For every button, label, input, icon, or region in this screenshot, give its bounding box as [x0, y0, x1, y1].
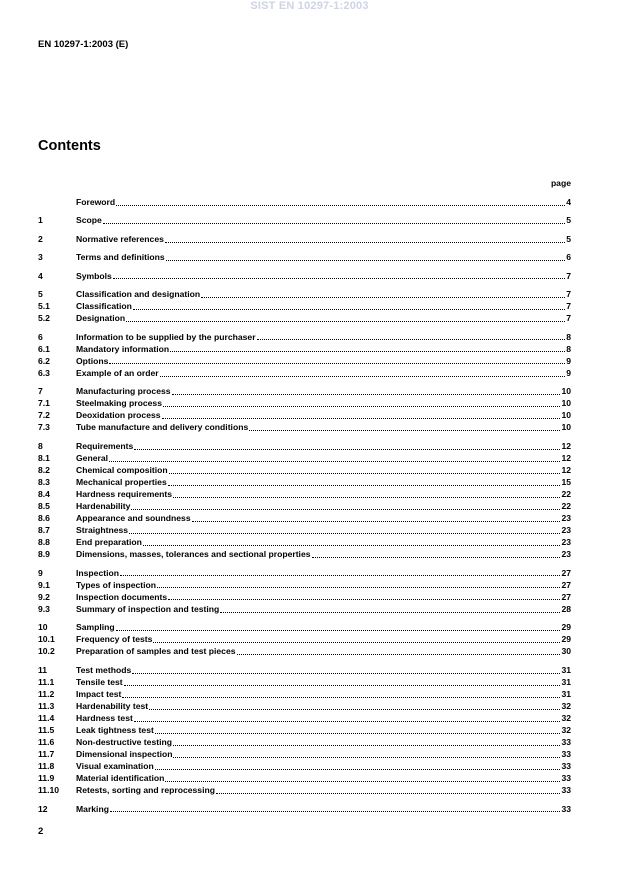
toc-entry-title: Designation — [76, 313, 126, 324]
toc-entry-page: 33 — [561, 803, 571, 814]
toc-entry-page: 28 — [561, 603, 571, 614]
toc-group — [38, 567, 571, 615]
dot-leader — [120, 567, 560, 576]
toc-entry-number: 9.3 — [38, 603, 50, 614]
page-title: Contents — [38, 138, 101, 154]
toc-entry[interactable] — [38, 343, 571, 355]
toc-entry-page: 32 — [561, 700, 571, 711]
toc-entry-page: 9 — [566, 367, 571, 378]
toc-entry-title: Terms and definitions — [76, 252, 165, 263]
toc-entry[interactable] — [38, 452, 571, 464]
toc-entry-number: 11.3 — [38, 700, 55, 711]
toc-entry-number: 11.8 — [38, 761, 55, 772]
toc-entry[interactable] — [38, 409, 571, 421]
toc-entry-title: Appearance and soundness — [76, 513, 191, 524]
toc-group — [38, 385, 571, 433]
toc-entry-page: 7 — [566, 270, 571, 281]
dot-leader — [165, 234, 565, 243]
toc-entry-title: Classification and designation — [76, 289, 201, 300]
toc-entry-title: Types of inspection — [76, 579, 157, 590]
toc-entry[interactable] — [38, 760, 571, 772]
toc-group — [38, 331, 571, 379]
dot-leader — [149, 701, 560, 710]
toc-entry-title: Inspection documents — [76, 591, 168, 602]
toc-entry-page: 29 — [561, 622, 571, 633]
toc-entry[interactable] — [38, 748, 571, 760]
toc-entry-page: 27 — [561, 579, 571, 590]
dot-leader — [160, 368, 566, 377]
toc-entry-page: 5 — [566, 233, 571, 244]
dot-leader — [173, 749, 560, 758]
toc-entry-page: 33 — [561, 737, 571, 748]
toc-entry-number: 8.7 — [38, 525, 50, 536]
toc-entry[interactable] — [38, 512, 571, 524]
toc-entry-title: Preparation of samples and test pieces — [76, 646, 236, 657]
toc-entry[interactable] — [38, 567, 571, 579]
toc-entry-page: 9 — [566, 355, 571, 366]
document-id: EN 10297-1:2003 (E) — [38, 39, 129, 50]
toc-entry[interactable] — [38, 270, 571, 282]
toc-entry-title: Steelmaking process — [76, 398, 162, 409]
dot-leader — [126, 313, 565, 322]
toc-entry-page: 8 — [566, 343, 571, 354]
toc-entry-number: 11 — [38, 664, 48, 675]
toc-entry-title: Symbols — [76, 270, 112, 281]
toc-entry-number: 9 — [38, 567, 43, 578]
dot-leader — [168, 591, 560, 600]
toc-entry[interactable] — [38, 736, 571, 748]
toc-entry-page: 27 — [561, 591, 571, 602]
toc-entry-title: Foreword — [76, 197, 116, 207]
toc-entry-title: Marking — [76, 803, 109, 814]
dot-leader — [201, 289, 565, 298]
toc-entry-page: 12 — [561, 464, 571, 475]
toc-entry-title: Inspection — [76, 567, 119, 578]
dot-leader — [134, 441, 560, 450]
toc-entry-title: Options — [76, 355, 109, 366]
dot-leader — [165, 773, 560, 782]
toc-entry-number: 8.2 — [38, 464, 50, 475]
toc-entry[interactable] — [38, 524, 571, 536]
toc-entry-page: 33 — [561, 749, 571, 760]
toc-entry-number: 11.7 — [38, 749, 55, 760]
toc-entry[interactable] — [38, 500, 571, 512]
toc-group — [38, 233, 571, 245]
toc-entry-page: 7 — [566, 289, 571, 300]
toc-entry-number: 8.3 — [38, 477, 50, 488]
toc-group — [38, 270, 571, 282]
toc-entry[interactable] — [38, 712, 571, 724]
toc-entry-title: Test methods — [76, 664, 132, 675]
table-of-contents — [38, 196, 571, 821]
toc-entry[interactable] — [38, 440, 571, 452]
dot-leader — [220, 604, 560, 613]
toc-entry[interactable] — [38, 464, 571, 476]
toc-entry[interactable] — [38, 476, 571, 488]
toc-entry-title: Deoxidation process — [76, 410, 161, 421]
toc-entry-number: 9.2 — [38, 591, 50, 602]
toc-entry-number: 7.3 — [38, 422, 50, 433]
toc-entry[interactable] — [38, 772, 571, 784]
toc-entry[interactable] — [38, 488, 571, 500]
dot-leader — [170, 343, 565, 352]
toc-entry-page: 23 — [561, 513, 571, 524]
toc-entry-page: 10 — [561, 422, 571, 433]
dot-leader — [163, 398, 560, 407]
dot-leader — [162, 410, 561, 419]
dot-leader — [155, 725, 561, 734]
toc-entry-number: 8.5 — [38, 501, 50, 512]
dot-leader — [173, 737, 560, 746]
dot-leader — [110, 803, 560, 812]
toc-entry-number: 11.5 — [38, 725, 55, 736]
toc-entry-page: 5 — [566, 215, 571, 226]
toc-entry[interactable] — [38, 579, 571, 591]
toc-entry-title: Normative references — [76, 233, 164, 244]
toc-entry-number: 10.2 — [38, 646, 55, 657]
toc-entry-number: 11.1 — [38, 676, 55, 687]
toc-entry-number: 2 — [38, 233, 43, 244]
toc-entry-page: 7 — [566, 301, 571, 312]
toc-entry-number: 7.1 — [38, 398, 50, 409]
page-column-label: page — [550, 178, 571, 188]
toc-entry[interactable] — [38, 300, 571, 312]
dot-leader — [132, 665, 560, 674]
toc-entry[interactable] — [38, 633, 571, 645]
toc-group — [38, 288, 571, 324]
toc-entry-title: General — [76, 452, 109, 463]
toc-entry-page: 12 — [561, 452, 571, 463]
toc-entry-page: 30 — [561, 646, 571, 657]
toc-entry-title: Straightness — [76, 525, 129, 536]
toc-entry-page: 33 — [561, 761, 571, 772]
toc-entry-title: Tube manufacture and delivery conditions — [76, 422, 249, 433]
toc-entry-page: 27 — [561, 567, 571, 578]
toc-entry-number: 6.3 — [38, 367, 50, 378]
toc-entry[interactable] — [38, 803, 571, 815]
dot-leader — [172, 386, 561, 395]
toc-entry-number: 5.2 — [38, 313, 50, 324]
toc-entry-page: 15 — [561, 477, 571, 488]
toc-entry-title: Frequency of tests — [76, 634, 153, 645]
toc-entry-number: 9.1 — [38, 579, 50, 590]
dot-leader — [103, 215, 565, 224]
toc-entry[interactable] — [38, 367, 571, 379]
toc-entry-page: 23 — [561, 537, 571, 548]
toc-entry-title: Non-destructive testing — [76, 737, 172, 748]
toc-entry[interactable] — [38, 688, 571, 700]
toc-entry-page: 33 — [561, 785, 571, 796]
toc-entry-number: 8 — [38, 440, 43, 451]
toc-entry[interactable] — [38, 288, 571, 300]
toc-entry-number: 1 — [38, 215, 43, 226]
toc-entry-page: 22 — [561, 489, 571, 500]
toc-group — [38, 214, 571, 226]
toc-entry-title: Sampling — [76, 622, 115, 633]
dot-leader — [155, 761, 561, 770]
dot-leader — [168, 477, 561, 486]
toc-entry-number: 8.1 — [38, 452, 50, 463]
toc-entry-number: 11.2 — [38, 688, 55, 699]
toc-entry-title: Scope — [76, 215, 102, 226]
toc-entry[interactable] — [38, 536, 571, 548]
toc-entry-number: 3 — [38, 252, 43, 263]
toc-entry-title: Hardenability test — [76, 700, 149, 711]
toc-entry-number: 8.4 — [38, 489, 50, 500]
toc-entry-title: Mechanical properties — [76, 477, 167, 488]
toc-entry[interactable] — [38, 355, 571, 367]
toc-entry-page: 7 — [566, 313, 571, 324]
toc-entry[interactable] — [38, 724, 571, 736]
toc-entry-number: 11.10 — [38, 785, 60, 796]
toc-group — [38, 440, 571, 560]
toc-entry[interactable] — [38, 700, 571, 712]
toc-entry-number: 11.6 — [38, 737, 55, 748]
toc-entry[interactable] — [38, 548, 571, 560]
toc-entry[interactable] — [38, 397, 571, 409]
toc-entry[interactable] — [38, 196, 571, 208]
toc-entry-page: 10 — [561, 398, 571, 409]
dot-leader — [237, 646, 561, 655]
toc-entry-page: 23 — [561, 525, 571, 536]
dot-leader — [124, 677, 561, 686]
toc-entry-page: 6 — [566, 252, 571, 263]
toc-entry[interactable] — [38, 331, 571, 343]
toc-entry[interactable] — [38, 676, 571, 688]
toc-entry-title: Tensile test — [76, 676, 123, 687]
dot-leader — [216, 785, 560, 794]
dot-leader — [143, 537, 561, 546]
toc-entry-number: 5.1 — [38, 301, 50, 312]
dot-leader — [257, 331, 566, 340]
dot-leader — [109, 453, 560, 462]
toc-entry-title: Retests, sorting and reprocessing — [76, 785, 215, 796]
toc-entry-title: Summary of inspection and testing — [76, 603, 220, 614]
toc-entry-page: 33 — [561, 773, 571, 784]
toc-entry-title: Information to be supplied by the purchaser — [76, 331, 256, 342]
toc-entry-number: 12 — [38, 803, 48, 814]
watermark: SIST EN 10297-1:2003 — [250, 0, 369, 12]
dot-leader — [129, 525, 560, 534]
toc-group — [38, 803, 571, 815]
toc-entry[interactable] — [38, 312, 571, 324]
page-number: 2 — [38, 826, 44, 837]
toc-entry-number: 8.6 — [38, 513, 50, 524]
toc-entry-number: 11.4 — [38, 713, 55, 724]
toc-entry[interactable] — [38, 784, 571, 796]
dot-leader — [113, 270, 565, 279]
toc-entry-title: Chemical composition — [76, 464, 168, 475]
toc-entry[interactable] — [38, 385, 571, 397]
toc-entry-number: 6.1 — [38, 343, 50, 354]
toc-entry-title: Classification — [76, 301, 132, 312]
dot-leader — [173, 489, 560, 498]
dot-leader — [134, 713, 561, 722]
dot-leader — [166, 252, 566, 261]
toc-entry-title: Dimensional inspection — [76, 749, 173, 760]
dot-leader — [249, 422, 560, 431]
toc-group — [38, 196, 571, 208]
toc-entry-page: 22 — [561, 501, 571, 512]
toc-entry-number: 10 — [38, 622, 48, 633]
dot-leader — [122, 689, 560, 698]
toc-entry-page: 12 — [561, 440, 571, 451]
toc-entry-title: Manufacturing process — [76, 386, 171, 397]
toc-entry-number: 10.1 — [38, 634, 55, 645]
dot-leader — [312, 549, 561, 558]
toc-entry-title: Leak tightness test — [76, 725, 154, 736]
toc-entry-page: 32 — [561, 713, 571, 724]
toc-entry-page: 8 — [566, 331, 571, 342]
dot-leader — [153, 634, 560, 643]
toc-entry-number: 6.2 — [38, 355, 50, 366]
dot-leader — [116, 197, 565, 206]
toc-entry-title: End preparation — [76, 537, 142, 548]
toc-group — [38, 664, 571, 797]
toc-entry-page: 4 — [566, 197, 571, 207]
toc-entry-number: 8.8 — [38, 537, 50, 548]
toc-entry[interactable] — [38, 251, 571, 263]
toc-entry-number: 11.9 — [38, 773, 55, 784]
toc-entry-number: 5 — [38, 289, 43, 300]
toc-entry-number: 6 — [38, 331, 43, 342]
dot-leader — [116, 622, 561, 631]
toc-entry-title: Example of an order — [76, 367, 159, 378]
toc-entry[interactable] — [38, 214, 571, 226]
toc-entry-title: Material identification — [76, 773, 165, 784]
dot-leader — [169, 465, 561, 474]
toc-entry-number: 7.2 — [38, 410, 50, 421]
dot-leader — [157, 579, 560, 588]
toc-entry[interactable] — [38, 645, 571, 657]
toc-entry-title: Mandatory information — [76, 343, 170, 354]
dot-leader — [131, 501, 560, 510]
toc-entry-page: 29 — [561, 634, 571, 645]
dot-leader — [192, 513, 561, 522]
toc-entry-title: Requirements — [76, 440, 134, 451]
toc-entry-page: 31 — [561, 664, 571, 675]
toc-group — [38, 251, 571, 263]
toc-entry-title: Hardness requirements — [76, 489, 172, 500]
toc-entry[interactable] — [38, 603, 571, 615]
toc-entry[interactable] — [38, 621, 571, 633]
toc-entry-number: 4 — [38, 270, 43, 281]
toc-entry[interactable] — [38, 664, 571, 676]
toc-entry-title: Visual examination — [76, 761, 154, 772]
toc-entry[interactable] — [38, 421, 571, 433]
toc-entry-page: 32 — [561, 725, 571, 736]
toc-entry-page: 31 — [561, 676, 571, 687]
toc-entry-title: Hardness test — [76, 713, 133, 724]
toc-entry-title: Hardenability — [76, 501, 131, 512]
dot-leader — [133, 301, 565, 310]
toc-entry-number: 8.9 — [38, 549, 50, 560]
dot-leader — [109, 355, 565, 364]
toc-entry-title: Dimensions, masses, tolerances and sectional properties — [76, 549, 311, 560]
toc-group — [38, 621, 571, 657]
toc-entry-page: 10 — [561, 386, 571, 397]
toc-entry-page: 10 — [561, 410, 571, 421]
toc-entry-page: 23 — [561, 549, 571, 560]
toc-entry-page: 31 — [561, 688, 571, 699]
toc-entry[interactable] — [38, 591, 571, 603]
toc-entry-title: Impact test — [76, 688, 122, 699]
toc-entry[interactable] — [38, 233, 571, 245]
toc-entry-number: 7 — [38, 386, 43, 397]
